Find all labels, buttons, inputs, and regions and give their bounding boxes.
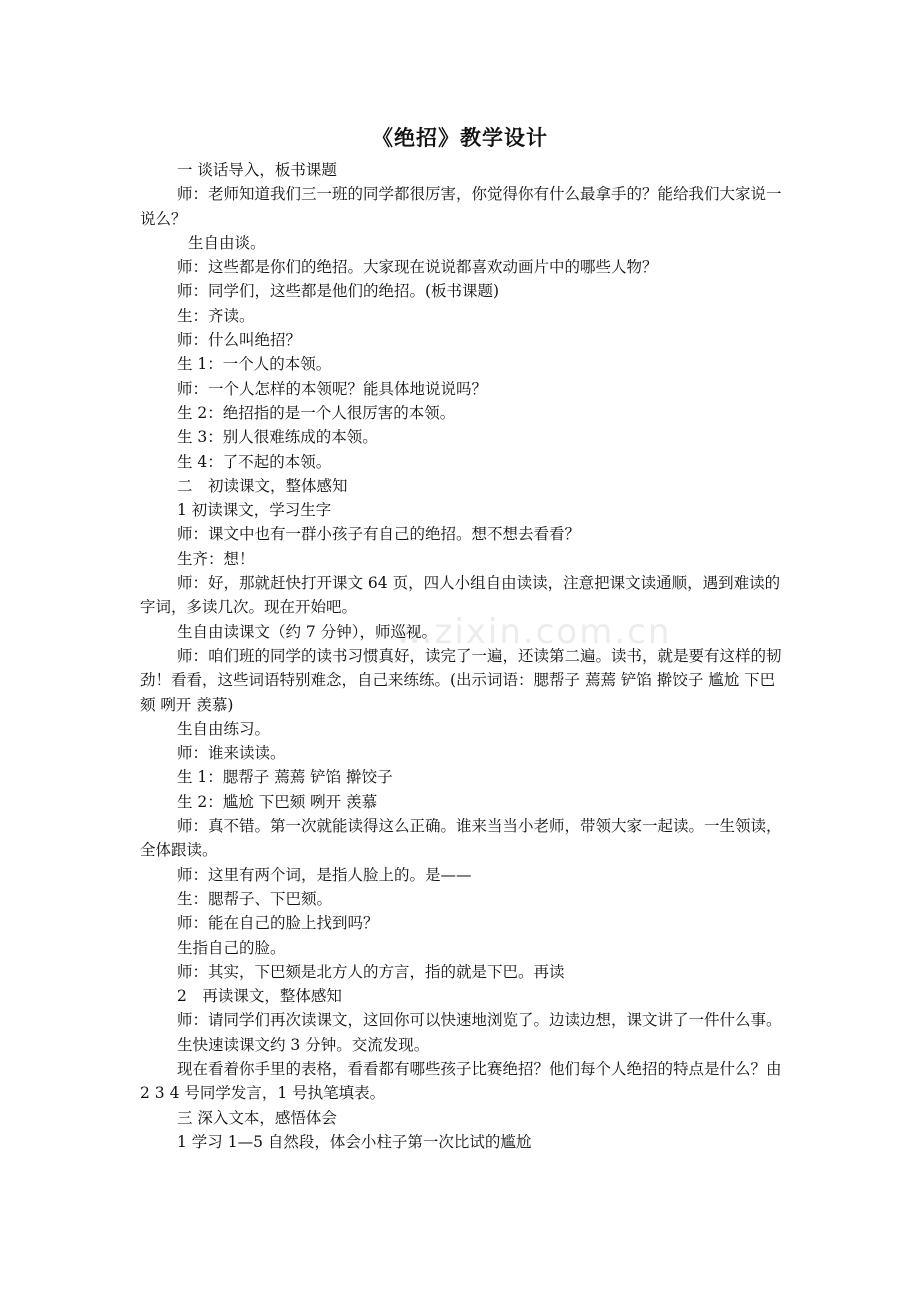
paragraph: 师：老师知道我们三一班的同学都很厉害，你觉得你有什么最拿手的？能给我们大家说一说么？	[140, 185, 782, 228]
paragraph-subheading: 1 初读课文，学习生字	[177, 501, 332, 520]
document-body	[140, 158, 784, 1154]
paragraph: 师：请同学们再次读课文，这回你可以快速地浏览了。边读边想，课文讲了一件什么事。	[177, 1011, 782, 1030]
paragraph: 生指自己的脸。	[177, 938, 286, 957]
paragraph-subheading: 2 再读课文，整体感知	[177, 987, 342, 1006]
paragraph: 生：齐读。	[177, 306, 255, 325]
paragraph: 师：真不错。第一次就能读得这么正确。谁来当当小老师，带领大家一起读。一生领读，全体跟读。	[140, 817, 782, 860]
paragraph-section-2-heading: 二 初读课文，整体感知	[177, 476, 348, 495]
paragraph: 师：其实，下巴颏是北方人的方言，指的就是下巴。再读	[177, 962, 565, 981]
paragraph: 生齐：想！	[177, 549, 255, 568]
paragraph: 生 4：了不起的本领。	[177, 452, 332, 471]
watermark: w.zixin.com.cn	[395, 612, 672, 652]
paragraph: 生 2：尴尬 下巴颏 咧开 羡慕	[177, 792, 378, 811]
paragraph: 生快速读课文约 3 分钟。交流发现。	[177, 1035, 430, 1054]
paragraph: 生 3：别人很难练成的本领。	[177, 428, 378, 447]
page-title: 《绝招》教学设计	[372, 125, 548, 150]
paragraph-section-3-heading: 三 深入文本，感悟体会	[177, 1108, 337, 1127]
paragraph: 生 1：腮帮子 蔫蔫 铲馅 擀饺子	[177, 768, 393, 787]
paragraph: 生 2：绝招指的是一个人很厉害的本领。	[177, 403, 456, 422]
paragraph: 生自由练习。	[177, 719, 271, 738]
paragraph-section-1-heading: 一 谈话导入，板书课题	[177, 161, 337, 179]
paragraph: 师：能在自己的脸上找到吗？	[177, 914, 379, 933]
paragraph: 现在看着你手里的表格，看看都有哪些孩子比赛绝招？他们每个人绝招的特点是什么？由 2 3 4 号同学发言，1 号执笔填表。	[140, 1059, 782, 1103]
paragraph: 生自由谈。	[188, 233, 266, 252]
paragraph: 师：谁来读读。	[177, 744, 286, 763]
paragraph: 师：一个人怎样的本领呢？能具体地说说吗？	[177, 379, 488, 398]
paragraph: 师：什么叫绝招？	[177, 331, 302, 350]
paragraph: 师：同学们，这些都是他们的绝招。(板书课题)	[177, 282, 500, 301]
paragraph: 生 1：一个人的本领。	[177, 355, 332, 374]
paragraph: 生：腮帮子、下巴颏。	[177, 889, 333, 908]
paragraph-subheading: 1 学习 1—5 自然段，体会小柱子第一次比试的尴尬	[177, 1132, 532, 1151]
paragraph: 师：这里有两个词，是指人脸上的。是——	[177, 865, 472, 884]
paragraph: 师：咱们班的同学的读书习惯真好，读完了一遍，还读第二遍。读书，就是要有这样的韧劲！看看，这些词语特别难念，自己来练练。(出示词语：腮帮子 蔫蔫 铲馅 擀饺子 尴尬 下巴颏 咧开 羡慕)	[140, 646, 782, 714]
paragraph: 师：课文中也有一群小孩子有自己的绝招。想不想去看看？	[177, 525, 581, 544]
paragraph: 师：好，那就赶快打开课文 64 页，四人小组自由读读，注意把课文读通顺，遇到难读的字词，多读几次。现在开始吧。	[140, 574, 781, 617]
paragraph: 生自由读课文（约 7 分钟），师巡视。	[177, 622, 437, 641]
paragraph: 师：这些都是你们的绝招。大家现在说说都喜欢动画片中的哪些人物？	[177, 258, 658, 277]
